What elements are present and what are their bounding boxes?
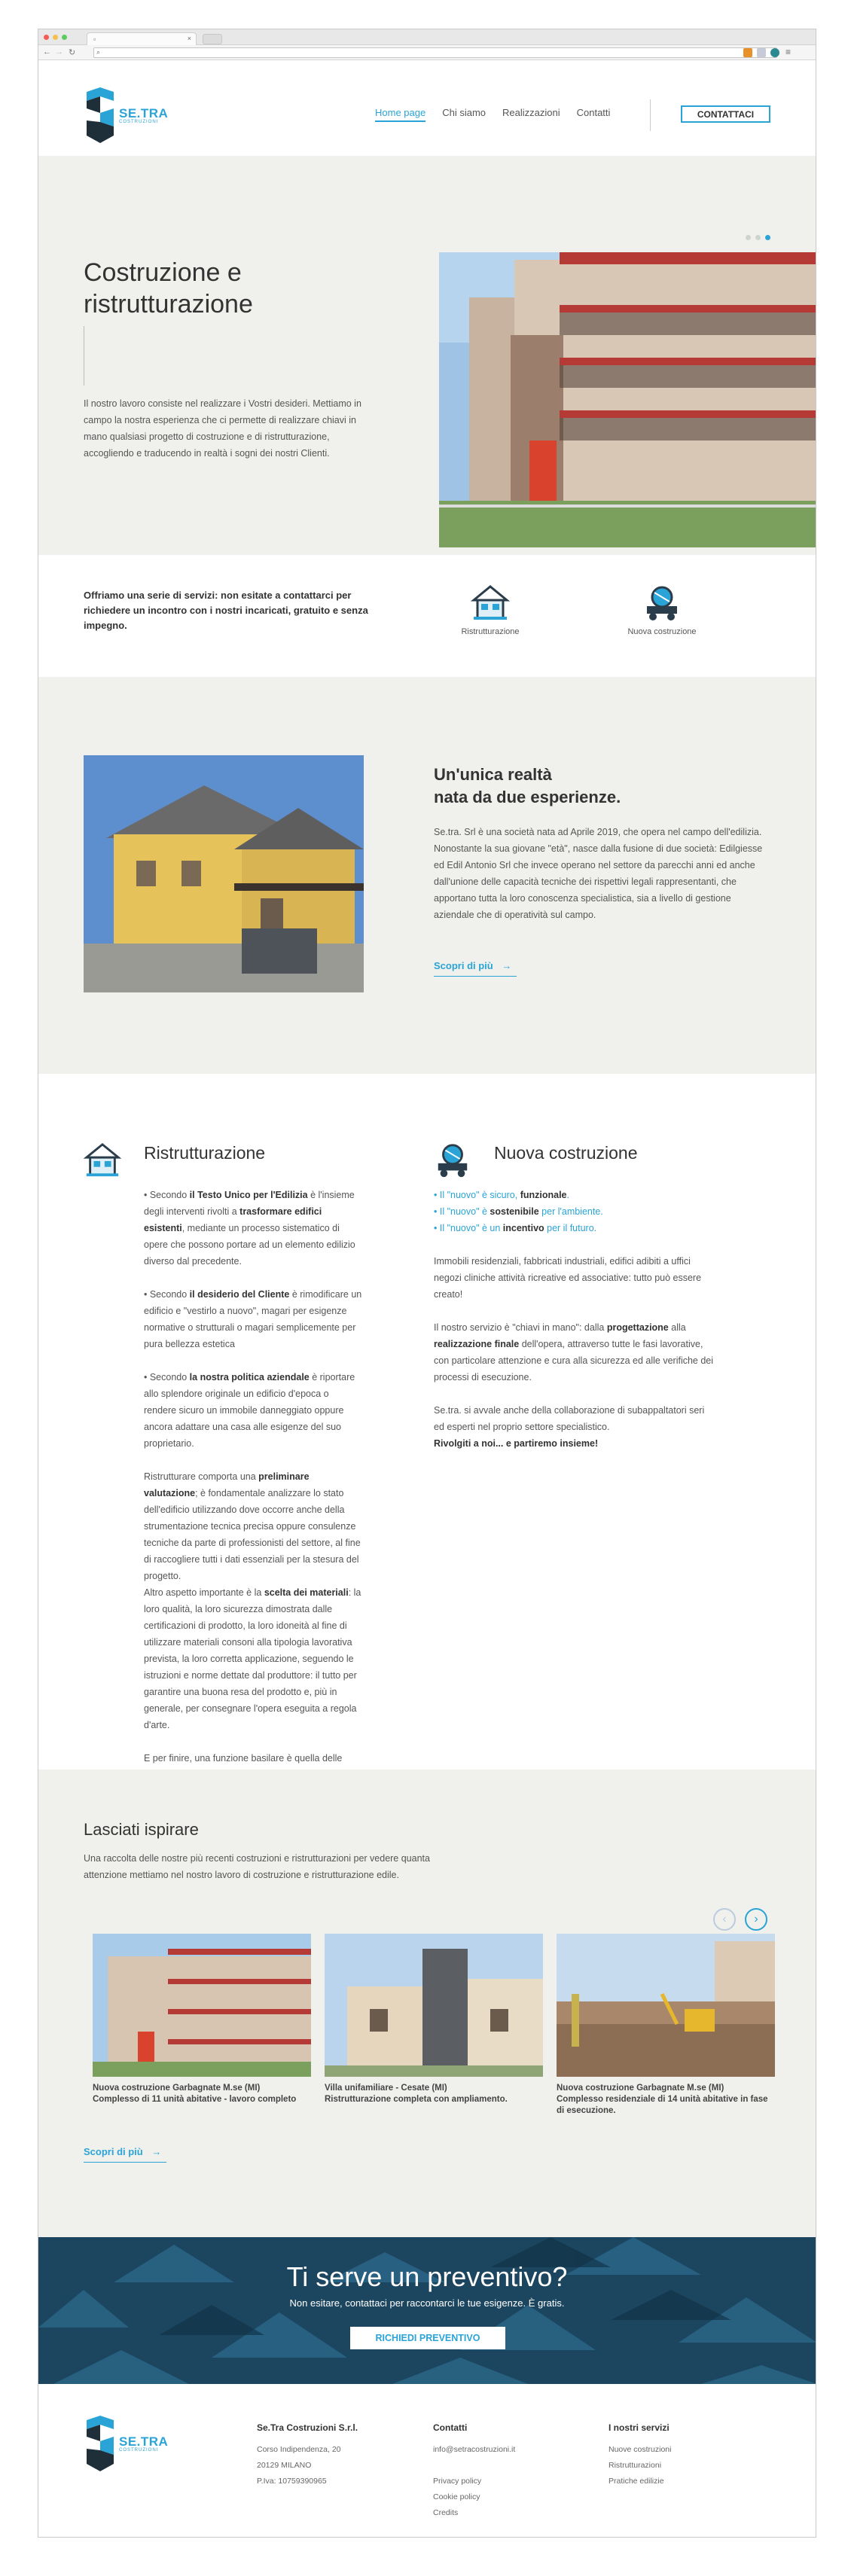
browser-window [38, 29, 816, 2538]
portfolio-card[interactable] [93, 1934, 311, 2105]
tab-bar [38, 29, 816, 45]
new-tab-button[interactable] [203, 34, 222, 44]
vat-number: P.Iva: 10759390965 [257, 2477, 327, 2486]
logo-name: SE.TRA [119, 105, 169, 120]
address-line: Corso Indipendenza, 20 [257, 2445, 341, 2454]
extension-icon[interactable] [743, 48, 752, 57]
portfolio-image [557, 1934, 775, 2077]
more-label: Scopri di più [84, 2146, 143, 2157]
search-icon: ⌕ [96, 48, 101, 56]
quote-text: Non esitare, contattaci per raccontarci le tue esigenze. È gratis. [289, 2297, 565, 2309]
renovation-p6: E per finire, una funzione basilare è quella delle [144, 1753, 343, 1764]
service-ristrutturazione[interactable] [438, 584, 543, 636]
renovation-p2: • Secondo il desiderio del Cliente è rimodificare un edificio e "vestirlo a nuovo", magari per esigenze normative o strutturali o magari semplicemente per pura bellezza estetica [144, 1289, 362, 1349]
arrow-right-icon: → [151, 2146, 162, 2157]
renovation-body [144, 1187, 364, 1849]
about-more-link[interactable] [434, 960, 517, 977]
renovation-p4: Ristrutturare comporta una preliminare valutazione; è fondamentale analizzare lo stato dell'edificio utilizzando dove occorre anche della strumentazione tecnica precisa oppure consulenze tecniche da parte di professionisti del settore, al fine di raccogliere tutti i dati essenziali per la stesura del progetto. [144, 1471, 361, 1581]
address-toolbar [38, 45, 816, 60]
arrow-right-icon: → [502, 960, 512, 971]
url-field[interactable] [93, 47, 777, 58]
slider-dot[interactable] [755, 235, 761, 240]
newbuild-p2: Il nostro servizio è "chiavi in mano": dalla progettazione alla realizzazione finale dell'opera, attraverso tutte le fasi lavorative, con particolare attenzione e cura alla sicurezza ed alle verifiche dei processi di esecuzione. [434, 1322, 714, 1383]
minimize-window-icon[interactable] [53, 35, 58, 40]
renovation-p5: Altro aspetto importante è la scelta dei materiali: la loro qualità, la loro sicurezza dimostrata dalle certificazioni di prodotto, la loro idoneità al fine di utilizzare materiali consoni alla tipologia lavorativa prevista, la loro corretta applicazione, seguendo le istruzioni e norme dettate dal produttore: il tutto per garantire una buona resa del prodotto e, più in generale, per consegnare l'opera eseguita a regola d'arte. [144, 1587, 361, 1730]
website [38, 60, 816, 2538]
carousel-prev-button[interactable] [713, 1908, 736, 1931]
logo-mark-icon [84, 2416, 117, 2471]
portfolio-title: Lasciati ispirare [84, 1820, 199, 1839]
newbuild-p4: Rivolgiti a noi... e partiremo insieme! [434, 1438, 599, 1449]
about-text: Se.tra. Srl è una società nata ad Aprile 2019, che opera nel campo dell'edilizia. Nonostante la sua giovane "età", nasce dalla fusione di due società: Edilgiesse ed Edil Antonio Srl che invece operano nel settore da parecchi anni ed anche dall'unione delle capacità tecniche dei rispettivi legali rappresentanti, che apportano tutta la loro conoscenza specialistica, sia a livello di gestione aziendale che di operatività sul campo. [434, 827, 763, 920]
menu-icon[interactable]: ≡ [785, 47, 792, 57]
renovation-p1: • Secondo il Testo Unico per l'Edilizia è l'insieme degli interventi rivolti a trasformare edifici esistenti, mediante un processo sistematico di opere che possono portare ad un elemento edilizio diverso dal precedente. [144, 1190, 355, 1267]
nav-contatti[interactable]: Contatti [576, 107, 611, 118]
logo-subtitle: COSTRUZIONI [119, 119, 159, 124]
rooftops-background-image [38, 2237, 816, 2384]
portfolio-caption: Nuova costruzione Garbagnate M.se (MI) Complesso residenziale di 14 unità abitative in fase di esecuzione. [557, 2084, 768, 2115]
portfolio-caption: Nuova costruzione Garbagnate M.se (MI) Complesso di 11 unità abitative - lavoro completo [93, 2084, 297, 2104]
contacts-title: Contatti [433, 2422, 468, 2433]
chevron-left-icon: ‹ [722, 1913, 727, 1925]
footer-company [257, 2420, 358, 2489]
services-detail-section [38, 1074, 816, 1770]
newbuild-body [434, 1187, 714, 1452]
hero-section [38, 156, 816, 555]
quote-title: Ti serve un preventivo? [286, 2261, 568, 2292]
footer-service-link[interactable]: Ristrutturazioni [609, 2461, 662, 2470]
credits-link[interactable]: Credits [433, 2508, 459, 2517]
portfolio-card[interactable] [325, 1934, 543, 2105]
service-label: Ristrutturazione [461, 627, 520, 636]
quote-banner [38, 2237, 816, 2384]
slider-dot[interactable] [746, 235, 751, 240]
nav-realizzazioni[interactable]: Realizzazioni [502, 107, 560, 118]
main-navigation [375, 107, 610, 122]
footer-logo[interactable] [84, 2416, 168, 2471]
hero-title: Costruzione e ristrutturazione [84, 258, 253, 319]
services-intro: Offriamo una serie di servizi: non esitate a contattarci per richiedere un incontro con i nostri incaricati, gratuito e senza impegno. [84, 590, 368, 631]
footer-service-link[interactable]: Pratiche edilizie [609, 2477, 664, 2486]
renovation-p3: • Secondo la nostra politica aziendale è riportare allo splendore originale un edificio d'epoca o rendere sicuro un immobile danneggiato oppure ancora adattare una casa alle esigenze del suo proprietario. [144, 1372, 355, 1449]
chevron-right-icon: › [754, 1913, 758, 1925]
services-section [38, 555, 816, 677]
carousel-next-button[interactable] [745, 1908, 767, 1931]
portfolio-more-link[interactable] [84, 2146, 166, 2163]
about-house-image [84, 755, 364, 992]
contact-button[interactable]: CONTATTACI [681, 105, 770, 123]
newbuild-p1: Immobili residenziali, fabbricati industriali, edifici adibiti a uffici negozi cliniche attività ricreative ed associative: tutto può essere creato! [434, 1256, 702, 1300]
portfolio-card[interactable] [557, 1934, 775, 2117]
cookie-policy-link[interactable]: Cookie policy [433, 2492, 480, 2501]
logo-mark-icon [84, 87, 117, 143]
browser-tab[interactable] [87, 32, 197, 45]
about-section [38, 677, 816, 1074]
reload-icon[interactable]: ↻ [69, 48, 76, 57]
logo-subtitle: COSTRUZIONI [119, 2447, 159, 2453]
more-label: Scopri di più [434, 960, 493, 971]
site-footer [38, 2384, 816, 2538]
concrete-mixer-icon [642, 584, 682, 623]
service-nuova-costruzione[interactable] [609, 584, 715, 636]
services-title: I nostri servizi [609, 2422, 670, 2433]
footer-services [609, 2420, 671, 2489]
about-title [434, 764, 621, 809]
nav-home[interactable]: Home page [375, 107, 426, 122]
close-tab-icon[interactable]: × [187, 35, 191, 42]
renovation-column [84, 1142, 364, 1849]
nav-divider [650, 99, 651, 131]
company-name: Se.Tra Costruzioni S.r.l. [257, 2422, 358, 2433]
footer-service-link[interactable]: Nuove costruzioni [609, 2445, 672, 2454]
about-title-line-1: Un'unica realtà [434, 765, 552, 784]
newbuild-bullet-1: • Il "nuovo" è sicuro, funzionale. [434, 1190, 569, 1200]
extension-icon[interactable] [770, 48, 779, 57]
site-header [38, 60, 816, 156]
logo-name: SE.TRA [119, 2434, 169, 2449]
nav-chi-siamo[interactable]: Chi siamo [442, 107, 487, 118]
maximize-window-icon[interactable] [62, 35, 67, 40]
newbuild-column [434, 1142, 714, 1452]
privacy-policy-link[interactable]: Privacy policy [433, 2477, 482, 2486]
newbuild-bullet-2: • Il "nuovo" è sostenibile per l'ambiente. [434, 1206, 603, 1217]
newbuild-title: Nuova costruzione [494, 1143, 638, 1163]
back-icon[interactable]: ← [43, 47, 51, 56]
footer-contacts [433, 2420, 515, 2521]
newbuild-p3: Se.tra. si avvale anche della collaborazione di subappaltatori seri ed esperti nel proprio settore specialistico. [434, 1405, 705, 1432]
site-logo[interactable] [84, 87, 168, 143]
slider-dots [746, 235, 770, 240]
slider-dot-active[interactable] [765, 235, 770, 240]
service-label: Nuova costruzione [627, 627, 697, 636]
forward-icon[interactable]: → [55, 47, 63, 56]
newbuild-bullet-3: • Il "nuovo" è un incentivo per il futuro. [434, 1223, 597, 1233]
hero-building-image [439, 252, 816, 547]
address-line: 20129 MILANO [257, 2461, 312, 2470]
concrete-mixer-icon [434, 1142, 471, 1179]
renovation-title: Ristrutturazione [144, 1143, 266, 1163]
portfolio-section [38, 1770, 816, 2237]
page-icon: ▫ [93, 35, 96, 43]
request-quote-button[interactable]: RICHIEDI PREVENTIVO [350, 2327, 505, 2349]
house-renovation-icon [84, 1142, 121, 1179]
portfolio-caption: Villa unifamiliare - Cesate (MI) Ristrutturazione completa con ampliamento. [325, 2084, 508, 2104]
portfolio-text: Una raccolta delle nostre più recenti costruzioni e ristrutturazioni per vedere quanta attenzione mettiamo nel nostro lavoro di costruzione e ristrutturazione edile. [84, 1853, 430, 1880]
email-link[interactable]: info@setracostruzioni.it [433, 2445, 516, 2454]
close-window-icon[interactable] [44, 35, 49, 40]
house-renovation-icon [471, 584, 510, 623]
extension-icon[interactable] [757, 48, 766, 57]
about-title-line-2: nata da due esperienze. [434, 788, 621, 806]
portfolio-image [93, 1934, 311, 2077]
portfolio-image [325, 1934, 543, 2077]
hero-text: Il nostro lavoro consiste nel realizzare i Vostri desideri. Mettiamo in campo la nostra esperienza che ci permette di realizzare chiavi in mano qualsiasi progetto di costruzione e di ristrutturazione, accogliendo e traducendo in realtà i sogni dei nostri Clienti. [84, 398, 361, 459]
